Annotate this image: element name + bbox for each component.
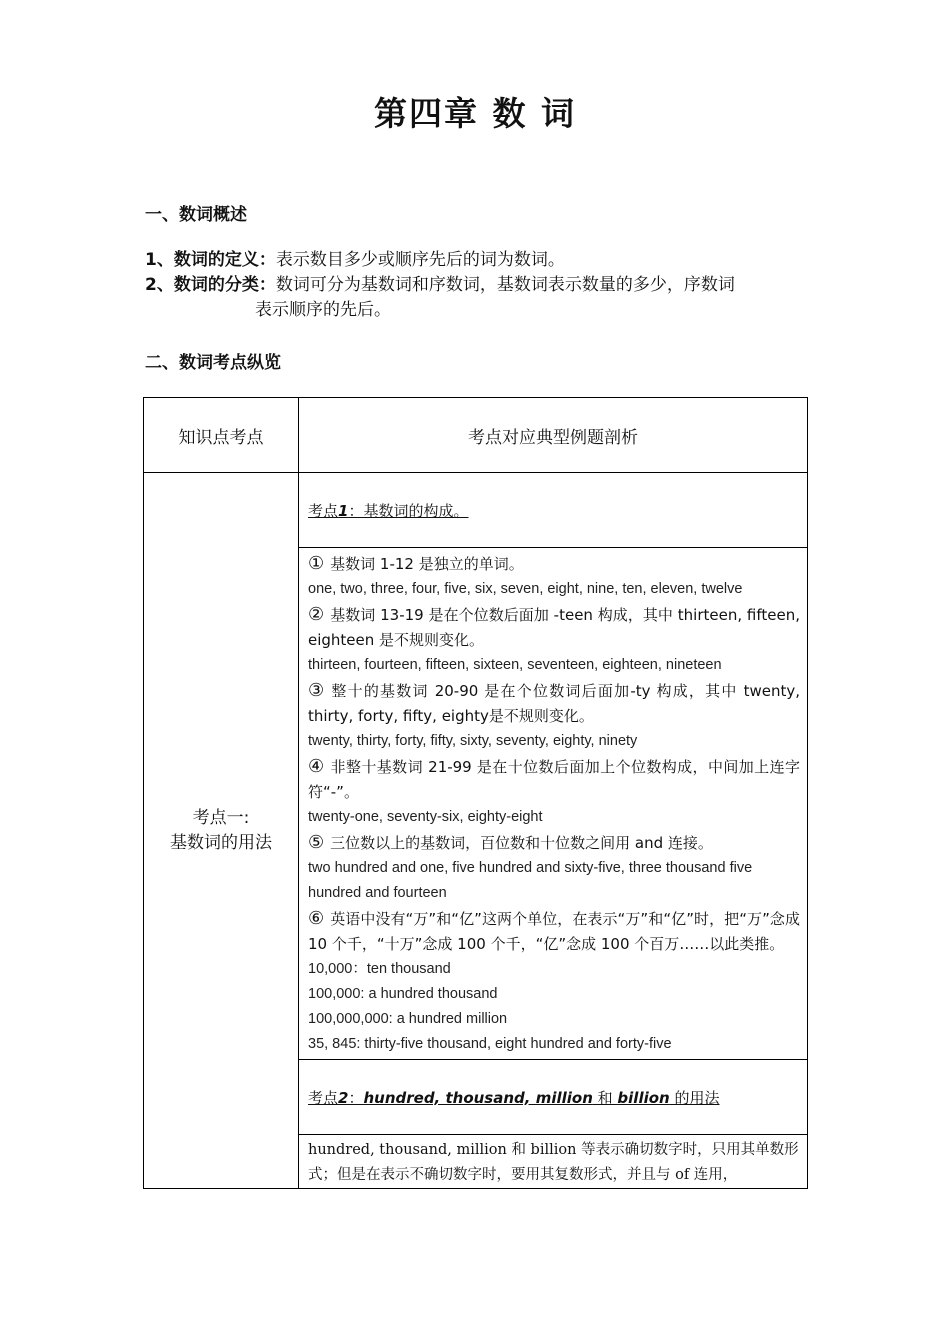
rule-item bbox=[308, 551, 800, 577]
rule-text: 基数词 13-19 是在个位数后面加 -teen 构成，其中 thirteen, fifteen, eighteen 是不规则变化。 bbox=[308, 606, 800, 649]
classification-text: 数词可分为基数词和序数词，基数词表示数量的多少，序数词 bbox=[275, 275, 735, 295]
kp2-and: 和 bbox=[592, 1088, 618, 1107]
classification-item bbox=[145, 273, 735, 298]
page-title: 第四章 数 词 bbox=[374, 94, 576, 133]
rule-example: 100,000,000: a hundred million bbox=[308, 1011, 508, 1027]
kp1-prefix: 考点 bbox=[308, 501, 339, 520]
classification-text-cont: 表示顺序的先后。 bbox=[255, 300, 391, 320]
kp2-num: 2 bbox=[338, 1088, 349, 1107]
rule-text: 基数词 1-12 是独立的单词。 bbox=[330, 555, 524, 573]
kp2-words: hundred, thousand, million bbox=[363, 1088, 593, 1107]
rule-example: 10,000：ten thousand bbox=[308, 961, 451, 977]
definition-item bbox=[145, 248, 565, 273]
rules-cell bbox=[299, 548, 808, 1060]
rule-text: 非整十基数词 21-99 是在十位数后面加上个位数构成，中间加上连字符“-”。 bbox=[308, 758, 800, 801]
rule-example: two hundred and one, five hundred and sixty-five, three thousand five hundred and fourteen bbox=[308, 860, 753, 901]
rule-item bbox=[308, 678, 800, 729]
kp1-cell bbox=[299, 473, 808, 548]
rule-number: ② bbox=[308, 604, 325, 625]
rule-number: ⑤ bbox=[308, 832, 325, 853]
section-heading-overview-points: 二、数词考点纵览 bbox=[145, 353, 281, 373]
rule-number: ① bbox=[308, 553, 325, 574]
classification-label: 2、数词的分类： bbox=[145, 275, 276, 295]
rule-text: 整十的基数词 20-90 是在个位数词后面加-ty 构成，其中 twenty, thirty, forty, fifty, eighty是不规则变化。 bbox=[308, 682, 801, 725]
kp1-row bbox=[144, 473, 808, 548]
rule-example: 100,000: a hundred thousand bbox=[308, 986, 498, 1002]
rule-text: 英语中没有“万”和“亿”这两个单位，在表示“万”和“亿”时，把“万”念成 10 个千，“十万”念成 100 个千，“亿”念成 100 个百万……以此类推。 bbox=[308, 910, 800, 953]
knowledge-table bbox=[143, 397, 808, 1189]
rule-item bbox=[308, 830, 800, 856]
rule-number: ④ bbox=[308, 756, 325, 777]
rule-example: one, two, three, four, five, six, seven, eight, nine, ten, eleven, twelve bbox=[308, 581, 743, 597]
rule-number: ③ bbox=[308, 680, 326, 701]
rule-number: ⑥ bbox=[308, 908, 325, 929]
kp1-text: 基数词的构成。 bbox=[363, 501, 469, 520]
kp2-word2: billion bbox=[617, 1088, 670, 1107]
kp2-suffix: 的用法 bbox=[669, 1088, 720, 1107]
kp1-title bbox=[308, 502, 468, 520]
kp2-prefix: 考点 bbox=[308, 1088, 339, 1107]
col2-header: 考点对应典型例题剖析 bbox=[299, 398, 808, 473]
definition-text: 表示数目多少或顺序先后的词为数词。 bbox=[275, 250, 565, 270]
kp2-content-cell bbox=[299, 1135, 808, 1189]
definition-label: 1、数词的定义： bbox=[145, 250, 276, 270]
section-heading-overview: 一、数词概述 bbox=[145, 205, 247, 225]
rule-example: 35, 845: thirty-five thousand, eight hundred and forty-five bbox=[308, 1036, 672, 1052]
row-label-line1: 考点一: bbox=[192, 807, 250, 828]
table-header-row bbox=[144, 398, 808, 473]
col1-header: 知识点考点 bbox=[144, 398, 299, 473]
kp2-cell bbox=[299, 1060, 808, 1135]
kp1-num: 1 bbox=[338, 501, 349, 520]
rule-item bbox=[308, 754, 800, 805]
row-label-line2: 基数词的用法 bbox=[170, 832, 272, 853]
rule-example: thirteen, fourteen, fifteen, sixteen, seventeen, eighteen, nineteen bbox=[308, 657, 722, 673]
rule-example: twenty, thirty, forty, fifty, sixty, seventy, eighty, ninety bbox=[308, 733, 638, 749]
kp2-text: hundred, thousand, million 和 billion 等表示确切数字时，只用其单数形式；但是在表示不确切数字时，要用其复数形式，并且与 of 连用， bbox=[308, 1142, 799, 1183]
rule-text: 三位数以上的基数词，百位数和十位数之间用 and 连接。 bbox=[330, 834, 713, 852]
kp2-colon: ： bbox=[348, 1088, 364, 1107]
kp2-title bbox=[308, 1089, 720, 1107]
rule-item bbox=[308, 906, 800, 957]
rule-example: twenty-one, seventy-six, eighty-eight bbox=[308, 809, 543, 825]
rule-item bbox=[308, 602, 800, 653]
row-label bbox=[144, 473, 299, 1189]
kp1-colon: ： bbox=[348, 501, 364, 520]
